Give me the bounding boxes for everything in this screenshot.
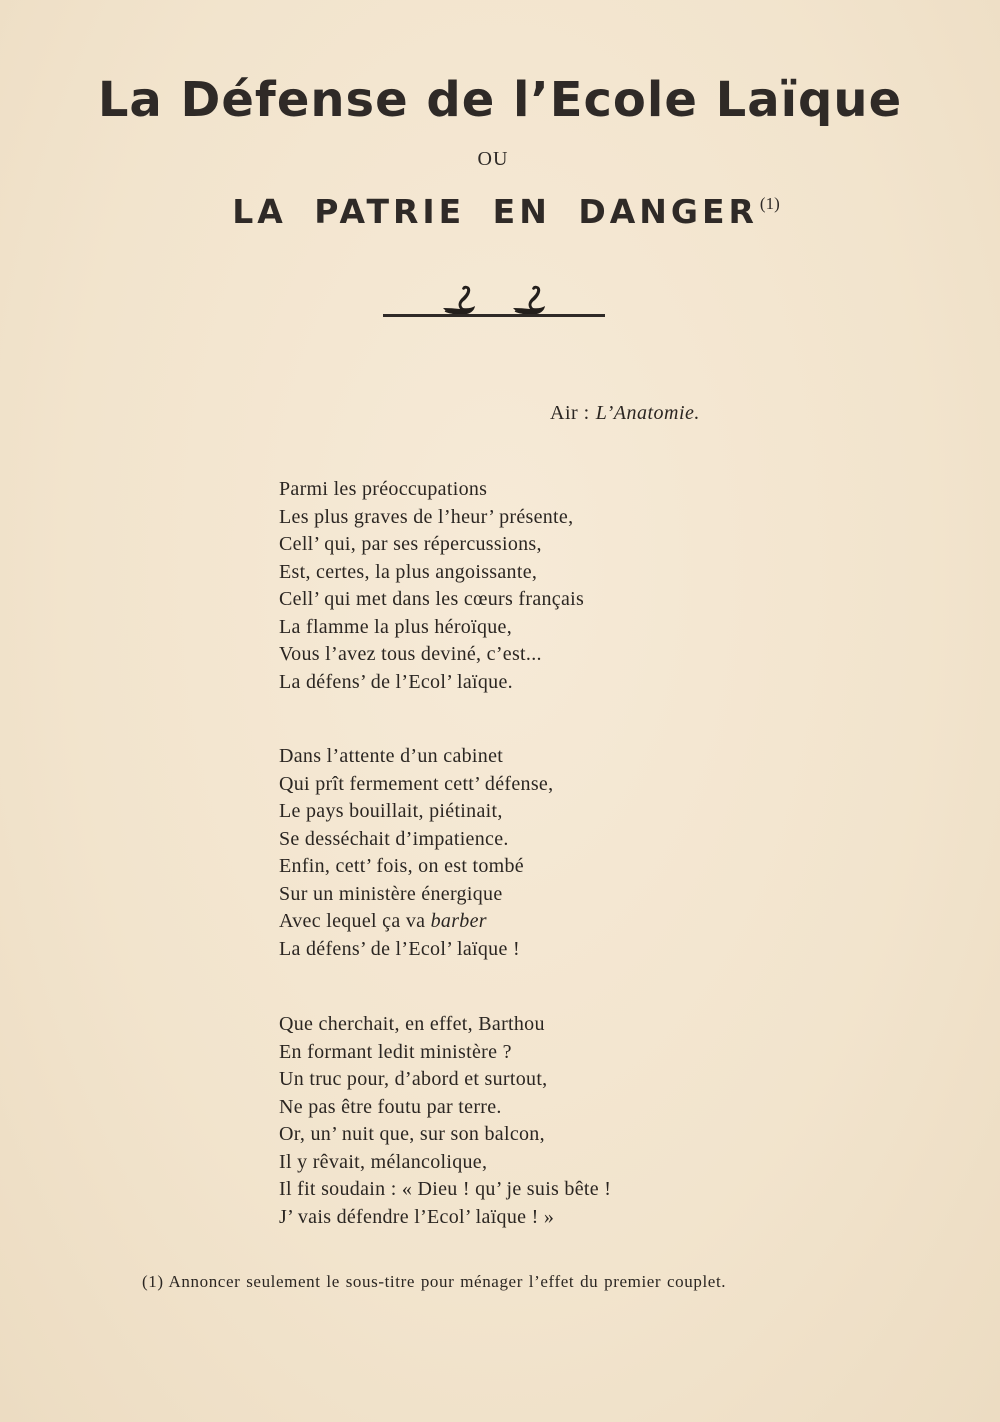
- title-connector: OU: [477, 148, 509, 170]
- tune-label: Air :: [550, 402, 590, 424]
- verse-line: La défens’ de l’Ecol’ laïque.: [279, 670, 513, 693]
- verse-line: Il y rêvait, mélancolique,: [279, 1150, 488, 1173]
- swan-icon: [443, 286, 475, 315]
- verse-line: Cell’ qui met dans les cœurs français: [279, 588, 585, 610]
- tune-indication: [550, 402, 700, 425]
- swan-icon: [513, 286, 545, 315]
- verse-line: En formant ledit ministère ?: [279, 1040, 512, 1063]
- italic-word: barber: [430, 910, 487, 932]
- verse-line: Un truc pour, d’abord et surtout,: [279, 1068, 548, 1090]
- verse-line: Que cherchait, en effet, Barthou: [279, 1013, 545, 1035]
- verse-line: Cell’ qui, par ses répercussions,: [279, 533, 542, 555]
- verse-line: Ne pas être foutu par terre.: [279, 1095, 502, 1118]
- verse-line: Qui prît fermement cett’ défense,: [279, 772, 554, 795]
- verse-line: Se desséchait d’impatience.: [279, 827, 509, 850]
- tune-name: L’Anatomie.: [595, 402, 700, 424]
- footnote-reference: (1): [759, 194, 780, 213]
- ornament-rule: [383, 314, 605, 317]
- verse-line: Il fit soudain : « Dieu ! qu’ je suis bête !: [279, 1178, 612, 1200]
- verse-2: [279, 743, 553, 963]
- verse-line-text: Avec lequel ça va: [279, 910, 426, 932]
- verse-line: Dans l’attente d’un cabinet: [279, 745, 504, 767]
- page-subtitle: [0, 192, 1000, 231]
- verse-line: Or, un’ nuit que, sur son balcon,: [279, 1123, 545, 1145]
- verse-1: [279, 476, 584, 696]
- verse-line: J’ vais défendre l’Ecol’ laïque ! »: [279, 1205, 555, 1228]
- verse-line: [279, 908, 553, 936]
- subtitle-text: LA PATRIE EN DANGER: [232, 192, 758, 231]
- verse-line: La flamme la plus héroïque,: [279, 615, 513, 638]
- verse-line: Parmi les préoccupations: [279, 478, 488, 500]
- verse-line: Le pays bouillait, piétinait,: [279, 800, 503, 822]
- swan-ornament: [383, 278, 605, 320]
- verse-line: Sur un ministère énergique: [279, 882, 503, 905]
- footnote: (1) Annoncer seulement le sous-titre pour ménager l’effet du premier couplet.: [142, 1272, 727, 1291]
- verse-line: Est, certes, la plus angoissante,: [279, 560, 538, 583]
- verse-line: Vous l’avez tous deviné, c’est...: [279, 643, 542, 665]
- page-title: La Défense de l’Ecole Laïque: [97, 72, 903, 128]
- verse-line: Les plus graves de l’heur’ présente,: [279, 505, 574, 528]
- verse-line: La défens’ de l’Ecol’ laïque !: [279, 937, 520, 960]
- verse-3: [279, 1011, 611, 1231]
- verse-line: Enfin, cett’ fois, on est tombé: [279, 855, 524, 877]
